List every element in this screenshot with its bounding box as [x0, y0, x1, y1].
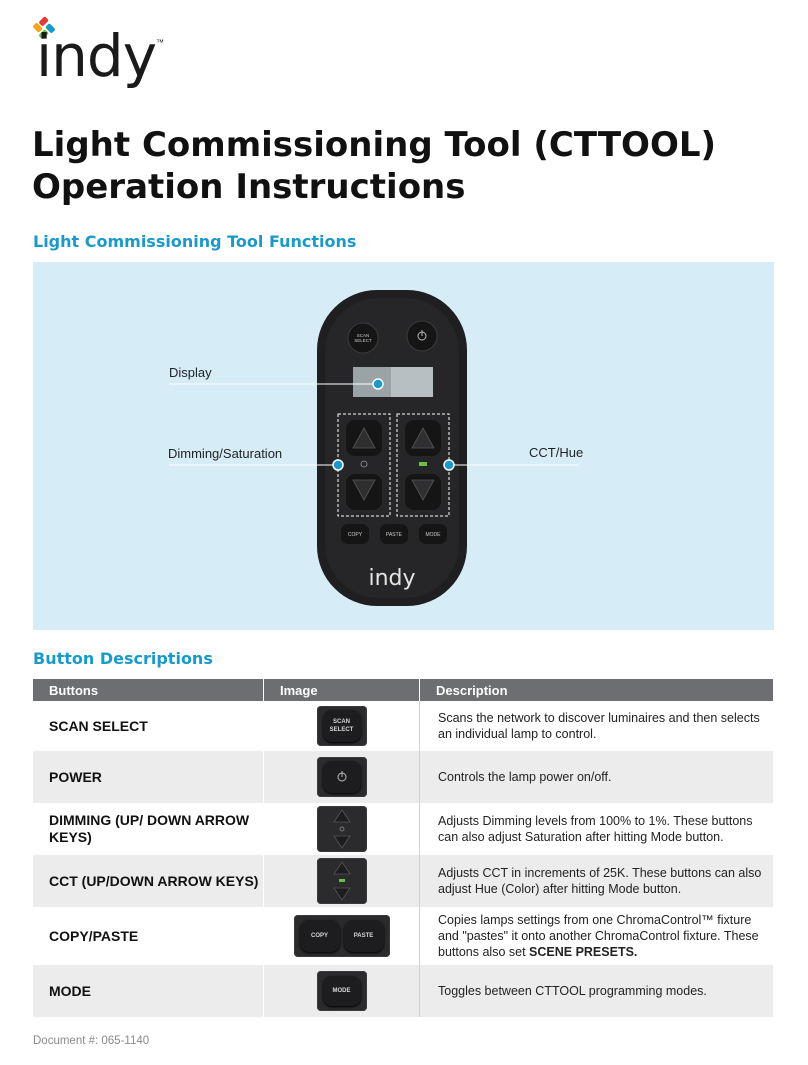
- button-image-cell: [264, 701, 420, 751]
- button-descriptions-heading: Button Descriptions: [33, 649, 213, 668]
- button-description: Adjusts Dimming levels from 100% to 1%. These buttons can also adjust Saturation after hitting Mode button.: [420, 803, 774, 855]
- copy-paste-desc-text: Copies lamps settings from one ChromaControl™ fixture and "pastes" it onto another ChromaControl fixture. These buttons also set: [438, 913, 759, 959]
- remote-copy-label: COPY: [347, 532, 363, 538]
- button-description: Toggles between CTTOOL programming modes.: [420, 965, 774, 1017]
- remote-illustration: [33, 262, 774, 630]
- scan-select-key-label: SCAN SELECT: [323, 710, 361, 742]
- button-name: MODE: [33, 965, 264, 1017]
- column-header-description: Description: [420, 679, 774, 701]
- remote-mode-label: MODE: [425, 532, 441, 538]
- button-name: CCT (UP/DOWN ARROW KEYS): [33, 855, 264, 907]
- logo-text: indy: [36, 22, 157, 90]
- document-number: Document #: 065-1140: [33, 1035, 150, 1047]
- button-image-cell: [264, 751, 420, 803]
- dimming-arrows-icon: [317, 806, 367, 852]
- copy-key-label: COPY: [300, 920, 340, 952]
- button-image-cell: [264, 855, 420, 907]
- column-header-buttons: Buttons: [33, 679, 264, 701]
- callout-dimming-saturation: Dimming/Saturation: [168, 446, 283, 461]
- table-row: [33, 965, 774, 1017]
- indy-logo: [32, 16, 172, 96]
- button-description: Controls the lamp power on/off.: [420, 751, 774, 803]
- svg-text:SELECT: SELECT: [354, 338, 372, 343]
- table-row: [33, 803, 774, 855]
- title-line-2: Operation Instructions: [32, 167, 466, 207]
- paste-key-label: PASTE: [344, 920, 384, 952]
- remote-diagram-panel: [33, 262, 774, 630]
- scene-presets-emphasis: SCENE PRESETS.: [529, 945, 638, 959]
- button-name: POWER: [33, 751, 264, 803]
- page-title: [32, 124, 716, 208]
- scan-select-thumbnail: [317, 706, 367, 746]
- table-row: [33, 751, 774, 803]
- functions-heading: Light Commissioning Tool Functions: [33, 232, 357, 251]
- table-row: [33, 907, 774, 965]
- table-header-row: [33, 679, 774, 701]
- button-description: Adjusts CCT in increments of 25K. These buttons can also adjust Hue (Color) after hitting Mode button.: [420, 855, 774, 907]
- cct-arrows-thumbnail: [317, 858, 367, 904]
- button-description: Scans the network to discover luminaires and then selects an individual lamp to control.: [420, 701, 774, 751]
- remote-paste-label: PASTE: [385, 532, 403, 538]
- button-descriptions-table: [33, 679, 774, 1017]
- copy-paste-thumbnail: [294, 915, 390, 957]
- mode-key-label: MODE: [323, 976, 361, 1006]
- power-thumbnail: [317, 757, 367, 797]
- column-header-image: Image: [264, 679, 420, 701]
- logo-trademark: ™: [156, 38, 164, 47]
- callout-cct-hue: CCT/Hue: [529, 445, 584, 460]
- remote-logo-text: indy: [368, 566, 416, 591]
- callout-display: Display: [169, 365, 212, 380]
- table-row: [33, 855, 774, 907]
- svg-text:SCAN: SCAN: [356, 333, 370, 338]
- button-image-cell: [264, 803, 420, 855]
- table-row: [33, 701, 774, 751]
- power-icon: [323, 761, 361, 793]
- button-name: SCAN SELECT: [33, 701, 264, 751]
- mode-thumbnail: [317, 971, 367, 1011]
- title-line-1: Light Commissioning Tool (CTTOOL): [32, 125, 717, 165]
- cct-arrows-icon: [317, 858, 367, 904]
- button-name: DIMMING (UP/ DOWN ARROW KEYS): [33, 803, 264, 855]
- button-name: COPY/PASTE: [33, 907, 264, 965]
- dimming-arrows-thumbnail: [317, 806, 367, 852]
- button-image-cell: [264, 965, 420, 1017]
- button-description: [420, 907, 774, 965]
- button-image-cell: [264, 907, 420, 965]
